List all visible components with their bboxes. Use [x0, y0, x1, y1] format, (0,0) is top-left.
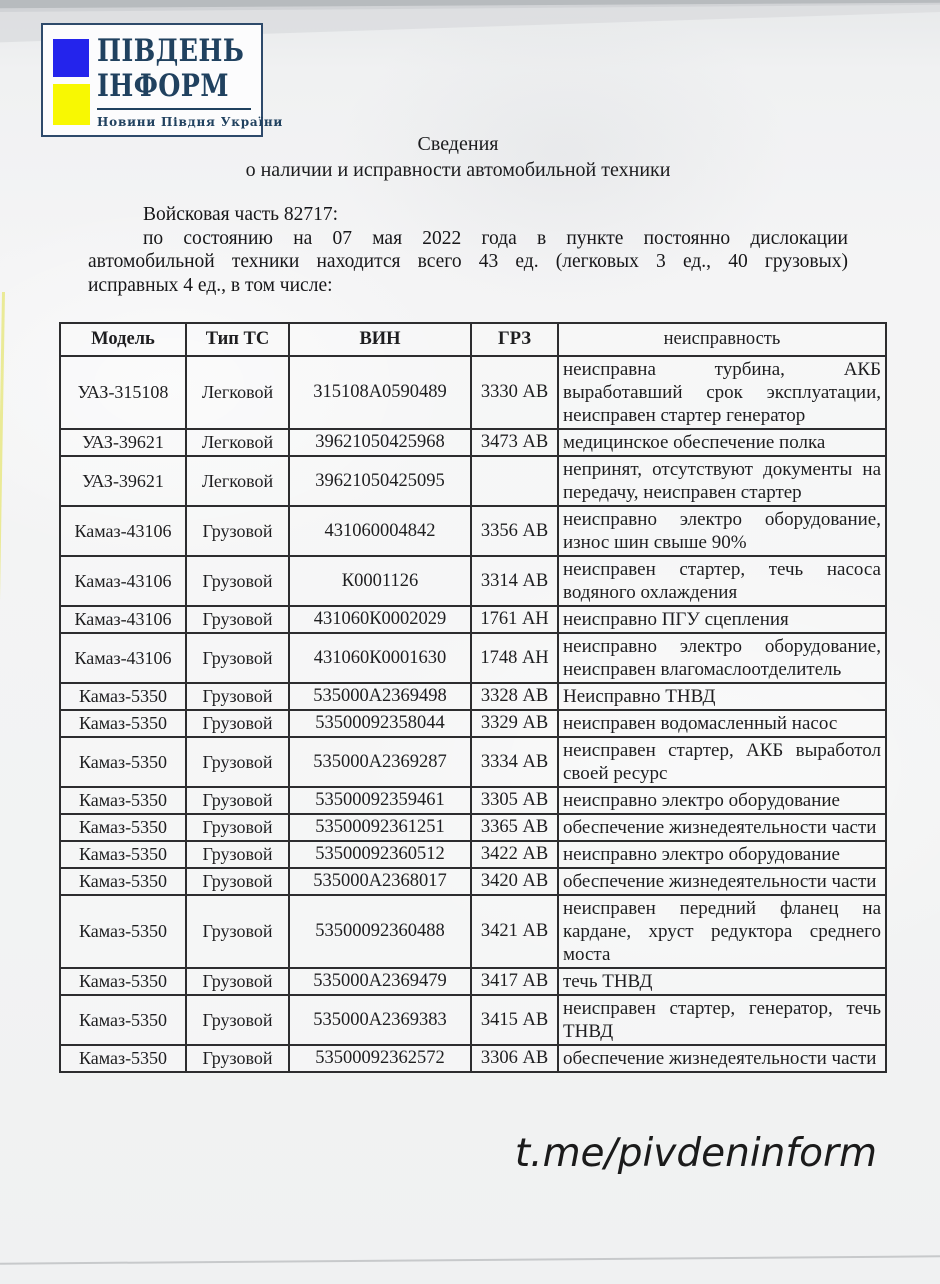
cell-type: Легковой: [186, 456, 289, 506]
cell-plate: 1748 АН: [471, 633, 558, 683]
cell-type: Грузовой: [186, 737, 289, 787]
cell-model: Камаз-43106: [60, 633, 186, 683]
cell-type: Грузовой: [186, 1045, 289, 1072]
logo-title-line2: ІНФОРМ: [97, 68, 229, 104]
cell-model: Камаз-43106: [60, 606, 186, 633]
logo-title-line1: ПІВДЕНЬ: [97, 33, 245, 69]
cell-fault: обеспечение жизнедеятельности части: [558, 814, 886, 841]
cell-plate: 3420 АВ: [471, 868, 558, 895]
table-row: [60, 356, 886, 429]
cell-vin: 535000А2369479: [289, 968, 471, 995]
cell-model: Камаз-5350: [60, 787, 186, 814]
table-row: [60, 710, 886, 737]
cell-model: Камаз-5350: [60, 895, 186, 968]
cell-model: УАЗ-315108: [60, 356, 186, 429]
intro-line3: исправных 4 ед., в том числе:: [88, 274, 333, 296]
cell-vin: 39621050425095: [289, 456, 471, 506]
cell-plate: 1761 АН: [471, 606, 558, 633]
cell-vin: 431060004842: [289, 506, 471, 556]
table-row: [60, 968, 886, 995]
cell-type: Грузовой: [186, 787, 289, 814]
table-row: [60, 995, 886, 1045]
cell-type: Грузовой: [186, 683, 289, 710]
table-header-row: [60, 323, 886, 356]
table-row: [60, 841, 886, 868]
cell-type: Грузовой: [186, 868, 289, 895]
cell-vin: 53500092359461: [289, 787, 471, 814]
cell-model: Камаз-5350: [60, 710, 186, 737]
cell-plate: 3473 АВ: [471, 429, 558, 456]
cell-vin: 535000А2368017: [289, 868, 471, 895]
cell-plate: 3334 АВ: [471, 737, 558, 787]
header-vin: ВИН: [289, 323, 471, 356]
cell-vin: К0001126: [289, 556, 471, 606]
cell-type: Легковой: [186, 429, 289, 456]
cell-type: Грузовой: [186, 710, 289, 737]
cell-plate: 3314 АВ: [471, 556, 558, 606]
table-row: [60, 1045, 886, 1072]
cell-model: Камаз-43106: [60, 556, 186, 606]
cell-model: Камаз-5350: [60, 968, 186, 995]
cell-model: УАЗ-39621: [60, 456, 186, 506]
cell-type: Грузовой: [186, 506, 289, 556]
cell-fault: неисправен стартер, генератор, течь ТНВД: [558, 995, 886, 1045]
cell-fault: обеспечение жизнедеятельности части: [558, 868, 886, 895]
table-row: [60, 787, 886, 814]
cell-vin: 315108А0590489: [289, 356, 471, 429]
table-row: [60, 506, 886, 556]
table-row: [60, 868, 886, 895]
cell-plate: 3356 АВ: [471, 506, 558, 556]
cell-type: Грузовой: [186, 968, 289, 995]
logo-tagline: Новини Півдня України: [97, 115, 284, 129]
table-row: [60, 606, 886, 633]
vehicle-status-table: [59, 322, 887, 1073]
cell-type: Грузовой: [186, 995, 289, 1045]
cell-plate: 3365 АВ: [471, 814, 558, 841]
intro-line1: по состоянию на 07 мая 2022 года в пункте постоянно дислокации: [143, 227, 848, 249]
scan-fold-line: [0, 1255, 940, 1264]
cell-type: Грузовой: [186, 841, 289, 868]
intro-line2: автомобильной техники находится всего 43 ед. (легковых 3 ед., 40 грузовых): [88, 251, 848, 272]
cell-type: Грузовой: [186, 633, 289, 683]
cell-vin: 53500092361251: [289, 814, 471, 841]
flag-yellow-square: [53, 84, 90, 125]
cell-plate: 3330 АВ: [471, 356, 558, 429]
header-fault: неисправность: [558, 323, 886, 356]
table-row: [60, 556, 886, 606]
header-plate: ГРЗ: [471, 323, 558, 356]
cell-model: Камаз-5350: [60, 841, 186, 868]
cell-vin: 535000А2369498: [289, 683, 471, 710]
pivden-inform-logo: [41, 23, 284, 137]
cell-fault: неисправна турбина, АКБ выработавший срок эксплуатации, неисправен стартер генератор: [558, 356, 886, 429]
cell-model: Камаз-43106: [60, 506, 186, 556]
cell-model: Камаз-5350: [60, 814, 186, 841]
cell-type: Грузовой: [186, 895, 289, 968]
cell-model: Камаз-5350: [60, 737, 186, 787]
cell-fault: неисправно ПГУ сцепления: [558, 606, 886, 633]
table-row: [60, 814, 886, 841]
cell-type: Грузовой: [186, 814, 289, 841]
cell-vin: 53500092358044: [289, 710, 471, 737]
cell-plate: 3415 АВ: [471, 995, 558, 1045]
header-model: Модель: [60, 323, 186, 356]
logo-text-block: [97, 33, 284, 129]
cell-vin: 53500092362572: [289, 1045, 471, 1072]
cell-plate: 3421 АВ: [471, 895, 558, 968]
cell-vin: 53500092360488: [289, 895, 471, 968]
cell-fault: неисправен стартер, течь насоса водяного охлаждения: [558, 556, 886, 606]
cell-model: Камаз-5350: [60, 868, 186, 895]
cell-model: Камаз-5350: [60, 683, 186, 710]
cell-vin: 535000А2369287: [289, 737, 471, 787]
cell-plate: [471, 456, 558, 506]
cell-fault: Неисправно ТНВД: [558, 683, 886, 710]
table-row: [60, 633, 886, 683]
cell-plate: 3328 АВ: [471, 683, 558, 710]
table-row: [60, 429, 886, 456]
flag-blue-square: [53, 39, 89, 77]
cell-plate: 3306 АВ: [471, 1045, 558, 1072]
header-type: Тип ТС: [186, 323, 289, 356]
cell-vin: 431060К0002029: [289, 606, 471, 633]
cell-fault: неисправно электро оборудование, неисправен влагомаслоотделитель: [558, 633, 886, 683]
document-title-line1: Сведения: [417, 133, 499, 155]
cell-plate: 3305 АВ: [471, 787, 558, 814]
cell-vin: 535000А2369383: [289, 995, 471, 1045]
table-row: [60, 456, 886, 506]
scan-paper-left-edge: [0, 292, 4, 1284]
cell-fault: неисправен водомасленный насос: [558, 710, 886, 737]
document-title-block: [78, 131, 838, 183]
cell-plate: 3422 АВ: [471, 841, 558, 868]
cell-fault: течь ТНВД: [558, 968, 886, 995]
cell-vin: 53500092360512: [289, 841, 471, 868]
logo-divider: [97, 108, 251, 110]
intro-paragraph: [88, 203, 848, 297]
cell-plate: 3417 АВ: [471, 968, 558, 995]
cell-fault: медицинское обеспечение полка: [558, 429, 886, 456]
cell-fault: обеспечение жизнедеятельности части: [558, 1045, 886, 1072]
cell-fault: неисправен стартер, АКБ выработол своей ресурс: [558, 737, 886, 787]
cell-model: УАЗ-39621: [60, 429, 186, 456]
cell-vin: 39621050425968: [289, 429, 471, 456]
cell-type: Грузовой: [186, 556, 289, 606]
intro-unit-line: Войсковая часть 82717:: [143, 204, 339, 225]
document-title-line2: о наличии и исправности автомобильной техники: [245, 159, 671, 181]
cell-model: Камаз-5350: [60, 1045, 186, 1072]
cell-fault: неисправен передний фланец на кардане, хруст редуктора среднего моста: [558, 895, 886, 968]
cell-vin: 431060К0001630: [289, 633, 471, 683]
cell-type: Легковой: [186, 356, 289, 429]
watermark-telegram-link: t.me/pivdeninform: [514, 1131, 877, 1176]
cell-fault: неисправно электро оборудование, износ шин свыше 90%: [558, 506, 886, 556]
table-row: [60, 683, 886, 710]
cell-model: Камаз-5350: [60, 995, 186, 1045]
table-row: [60, 895, 886, 968]
table-row: [60, 737, 886, 787]
cell-fault: неисправно электро оборудование: [558, 787, 886, 814]
cell-fault: непринят, отсутствуют документы на передачу, неисправен стартер: [558, 456, 886, 506]
cell-type: Грузовой: [186, 606, 289, 633]
cell-plate: 3329 АВ: [471, 710, 558, 737]
cell-fault: неисправно электро оборудование: [558, 841, 886, 868]
